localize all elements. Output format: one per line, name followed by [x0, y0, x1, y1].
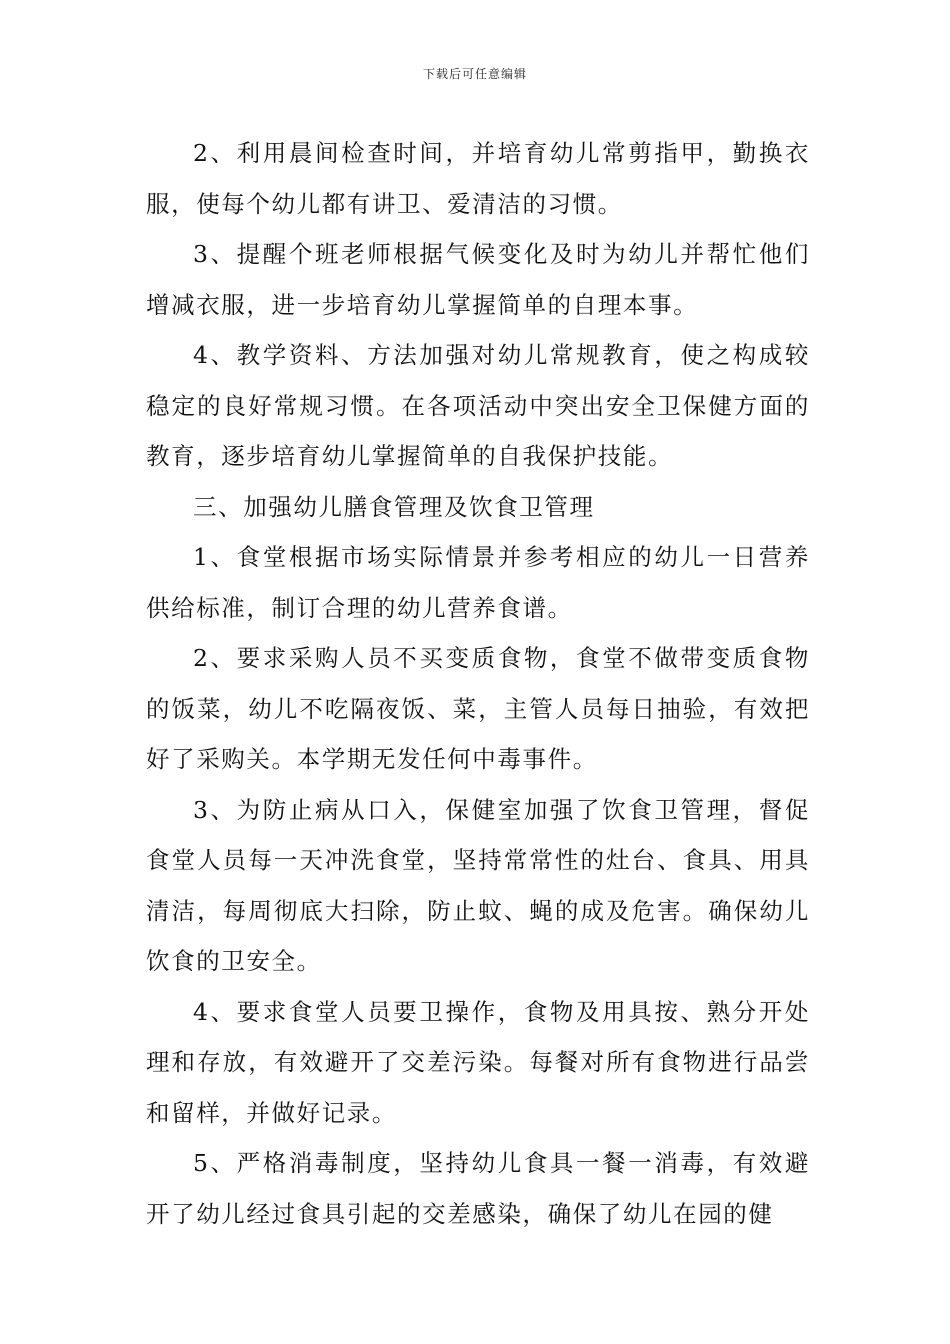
paragraph: 4、要求食堂人员要卫操作，食物及用具按、熟分开处理和存放，有效避开了交差污染。每餐对所有食物进行品尝和留样，并做好记录。 [146, 997, 810, 1127]
page-header: 下载后可任意编辑 [422, 67, 527, 81]
document-body [146, 128, 810, 1239]
paragraph: 1、食堂根据市场实际情景并参考相应的幼儿一日营养供给标准，制订合理的幼儿营养食谱。 [146, 543, 810, 622]
paragraph: 2、利用晨间检查时间，并培育幼儿常剪指甲，勤换衣服，使每个幼儿都有讲卫、爱清洁的习惯。 [146, 139, 810, 218]
paragraph: 4、教学资料、方法加强对幼儿常规教育，使之构成较稳定的良好常规习惯。在各项活动中突出安全卫保健方面的教育，逐步培育幼儿掌握简单的自我保护技能。 [146, 341, 810, 470]
paragraph: 3、为防止病从口入，保健室加强了饮食卫管理，督促食堂人员每一天冲洗食堂，坚持常常性的灶台、食具、用具清洁，每周彻底大扫除，防止蚊、蝇的成及危害。确保幼儿饮食的卫安全。 [146, 795, 810, 975]
section-heading: 三、加强幼儿膳食管理及饮食卫管理 [193, 492, 595, 521]
paragraph: 3、提醒个班老师根据气候变化及时为幼儿并帮忙他们增减衣服，进一步培育幼儿掌握简单的自理本事。 [146, 240, 810, 319]
paragraph: 5、严格消毒制度，坚持幼儿食具一餐一消毒，有效避开了幼儿经过食具引起的交差感染，确保了幼儿在园的健 [146, 1149, 810, 1228]
paragraph: 2、要求采购人员不买变质食物，食堂不做带变质食物的饭菜，幼儿不吃隔夜饭、菜，主管人员每日抽验，有效把好了采购关。本学期无发任何中毒事件。 [146, 644, 810, 773]
